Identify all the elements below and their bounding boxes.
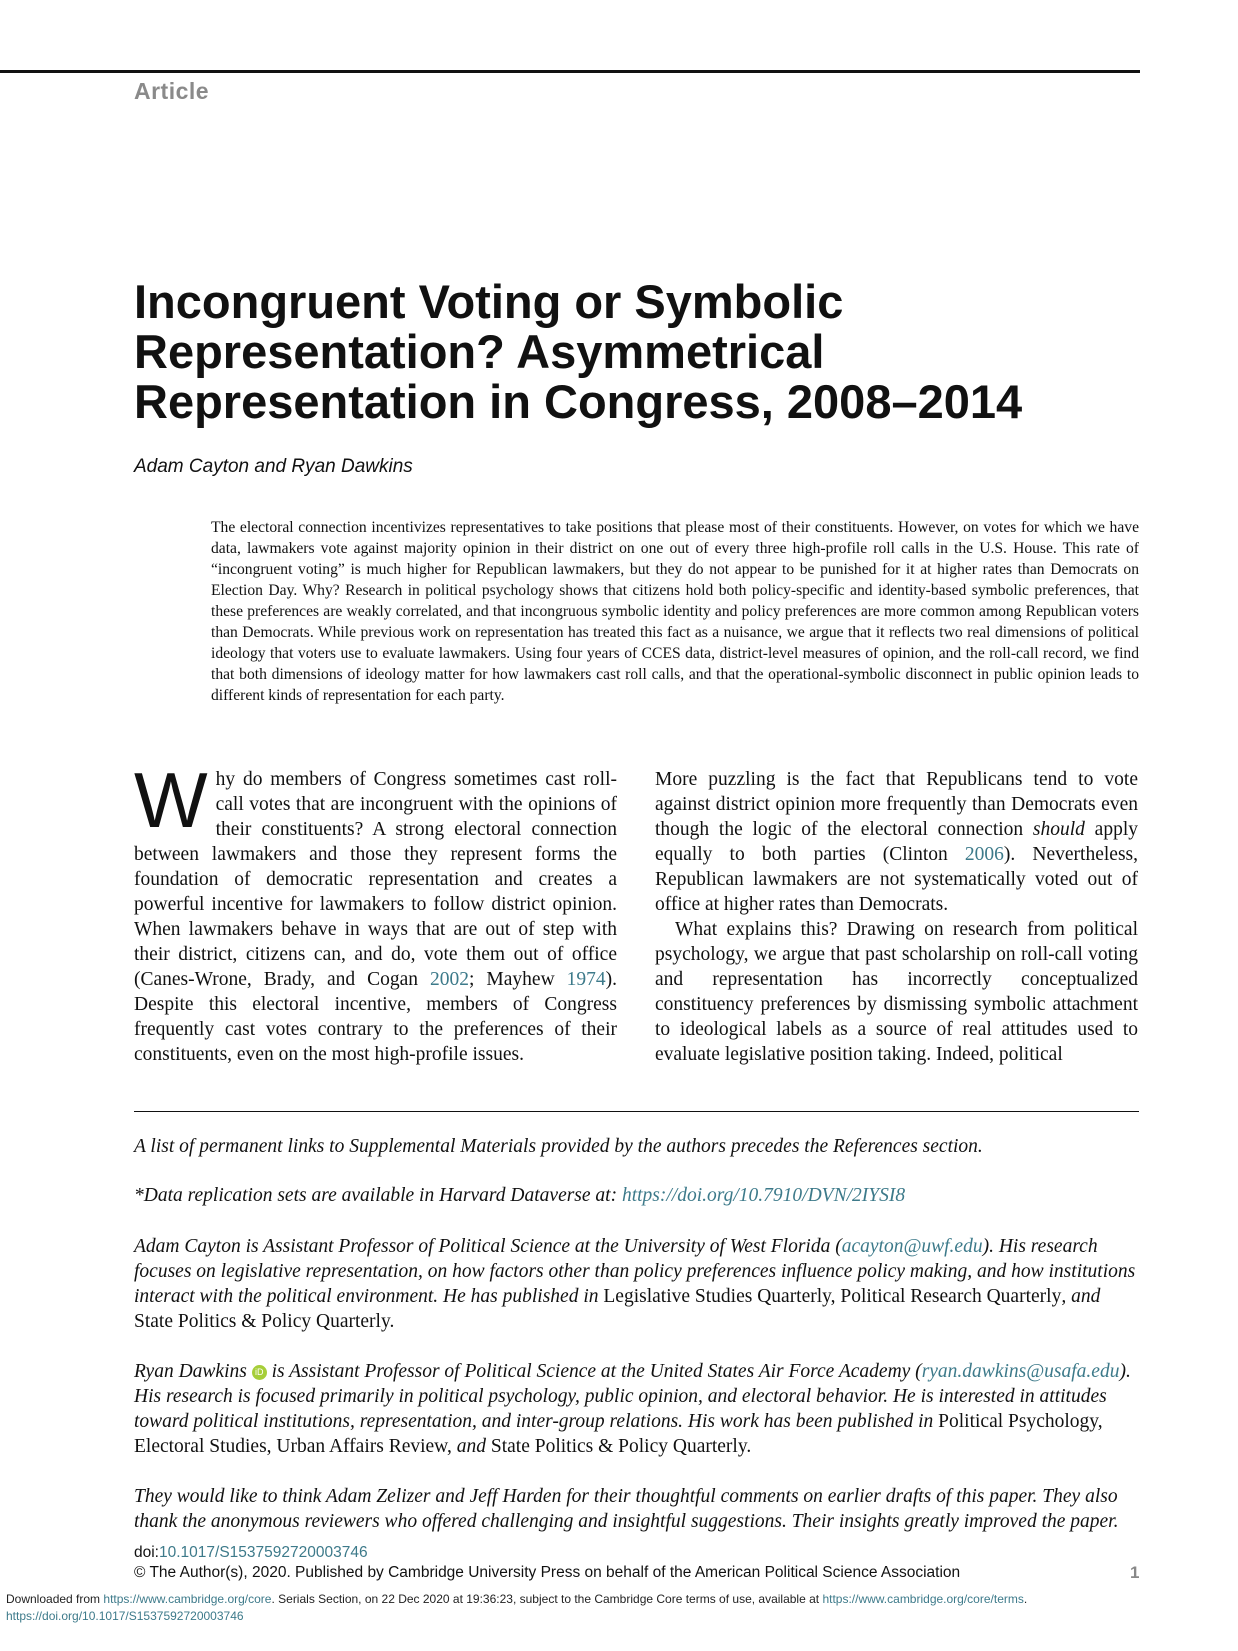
data-replication-note: *Data replication sets are available in Harvard Dataverse at: https://doi.org/10.7910/DVN/2IYSI8 [134, 1185, 906, 1206]
citation-link-2006[interactable]: 2006 [964, 844, 1004, 865]
acknowledgements: They would like to think Adam Zelizer and Jeff Harden for their thoughtful comments on earlier drafts of this paper. They also thank the anonymous reviewers who offered challenging and insightful suggestions. Their insights greatly improved the paper. [134, 1486, 1119, 1532]
drop-cap: W [134, 756, 208, 844]
body-paragraph-3: What explains this? Drawing on research from political psychology, we argue that past scholarship on roll-call voting and representation has incorrectly conceptualized constituency preferences by dismissing symbolic attachment to ideological labels as a source of real attitudes used to evaluate legislative position taking. Indeed, political [655, 919, 1138, 1065]
cayton-email-link[interactable]: acayton@uwf.edu [841, 1236, 983, 1257]
doi-line: doi:10.1017/S1537592720003746 [134, 1544, 368, 1561]
supplemental-note: A list of permanent links to Supplemental Materials provided by the authors precedes the References section. [134, 1136, 983, 1157]
orcid-icon[interactable]: iD [252, 1365, 267, 1380]
citation-link-1974[interactable]: 1974 [566, 969, 606, 990]
dataverse-link[interactable]: https://doi.org/10.7910/DVN/2IYSI8 [621, 1185, 906, 1206]
body-column-left [134, 756, 618, 1067]
author-list: Adam Cayton and Ryan Dawkins [134, 456, 413, 477]
doi-link[interactable]: 10.1017/S1537592720003746 [159, 1544, 368, 1561]
article-type-label: Article [134, 78, 210, 104]
title-line-2: Representation? Asymmetrical [134, 325, 825, 378]
cambridge-terms-link[interactable]: https://www.cambridge.org/core/terms [822, 1592, 1024, 1606]
body-paragraph-1: Why do members of Congress sometimes cast roll-call votes that are incongruent with the opinions of their constituents? A strong electoral connection between lawmakers and those they represent forms the foundation of democratic representation and creates a powerful incentive for lawmakers to follow district opinion. When lawmakers behave in ways that are out of step with their district, citizens can, and do, vote them out of office (Canes-Wrone, Brady, and Cogan 2002; Mayhew 1974). Despite this electoral incentive, members of Congress frequently cast votes contrary to the preferences of their constituents, even on the most high-profile issues. [134, 756, 618, 1065]
abstract: The electoral connection incentivizes representatives to take positions that please most of their constituents. However, on votes for which we have data, lawmakers vote against majority opinion in their district on one out of every three high-profile roll calls in the U.S. House. This rate of “incongruent voting” is much higher for Republican lawmakers, but they do not appear to be punished for it at higher rates than Democrats on Election Day. Why? Research in political psychology shows that citizens hold both policy-specific and identity-based symbolic preferences, that these preferences are weakly correlated, and that incongruous symbolic identity and policy preferences are more common among Republican voters than Democrats. While previous work on representation has treated this fact as a nuisance, we argue that it reflects two real dimensions of political ideology that voters use to evaluate lawmakers. Using four years of CCES data, district-level measures of opinion, and the roll-call record, we find that both dimensions of ideology matter for how lawmakers cast roll calls, and that the operational-symbolic disconnect in public opinion leads to different kinds of representation for each party. [211, 519, 1139, 704]
download-notice: Downloaded from https://www.cambridge.org/core. Serials Section, on 22 Dec 2020 at 19:36:23, subject to the Cambridge Core terms of use, available at https://www.cambridge.org/core/terms. https://doi.org/10.1017/S1537592720003746 [6, 1592, 1028, 1623]
cambridge-core-link[interactable]: https://www.cambridge.org/core [103, 1592, 272, 1606]
page-number: 1 [1130, 1563, 1140, 1582]
article-title [134, 277, 1134, 427]
top-rule [0, 70, 1140, 73]
body-paragraph-2: More puzzling is the fact that Republicans tend to vote against district opinion more frequently than Democrats even though the logic of the electoral connection should apply equally to both parties (Clinton 2006). Nevertheless, Republican lawmakers are not systematically voted out of office at higher rates than Democrats. [655, 769, 1139, 915]
bio-dawkins: Ryan Dawkins iD is Assistant Professor of Political Science at the United States Air Force Academy (ryan.dawkins@usafa.edu). His research is focused primarily in political psychology, public opinion, and electoral behavior. He is interested in attitudes toward political institutions, representation, and inter-group relations. His work has been published in Political Psychology, Electoral Studies, Urban Affairs Review, and State Politics & Policy Quarterly. [134, 1361, 1131, 1457]
copyright-line: © The Author(s), 2020. Published by Cambridge University Press on behalf of the American Political Science Association [134, 1564, 961, 1581]
citation-link-2002[interactable]: 2002 [430, 969, 470, 990]
title-line-3: Representation in Congress, 2008–2014 [134, 375, 1023, 428]
bio-cayton: Adam Cayton is Assistant Professor of Political Science at the University of West Florida (acayton@uwf.edu). His research focuses on legislative representation, on how factors other than policy preferences influence policy making, and how institutions interact with the political environment. He has published in Legislative Studies Quarterly, Political Research Quarterly, and State Politics & Policy Quarterly. [134, 1236, 1136, 1332]
title-line-1: Incongruent Voting or Symbolic [134, 275, 844, 328]
dawkins-email-link[interactable]: ryan.dawkins@usafa.edu [921, 1361, 1120, 1382]
download-doi-link[interactable]: https://doi.org/10.1017/S1537592720003746 [6, 1609, 244, 1623]
body-column-right [655, 767, 1138, 1067]
footnote-rule [134, 1111, 1139, 1112]
